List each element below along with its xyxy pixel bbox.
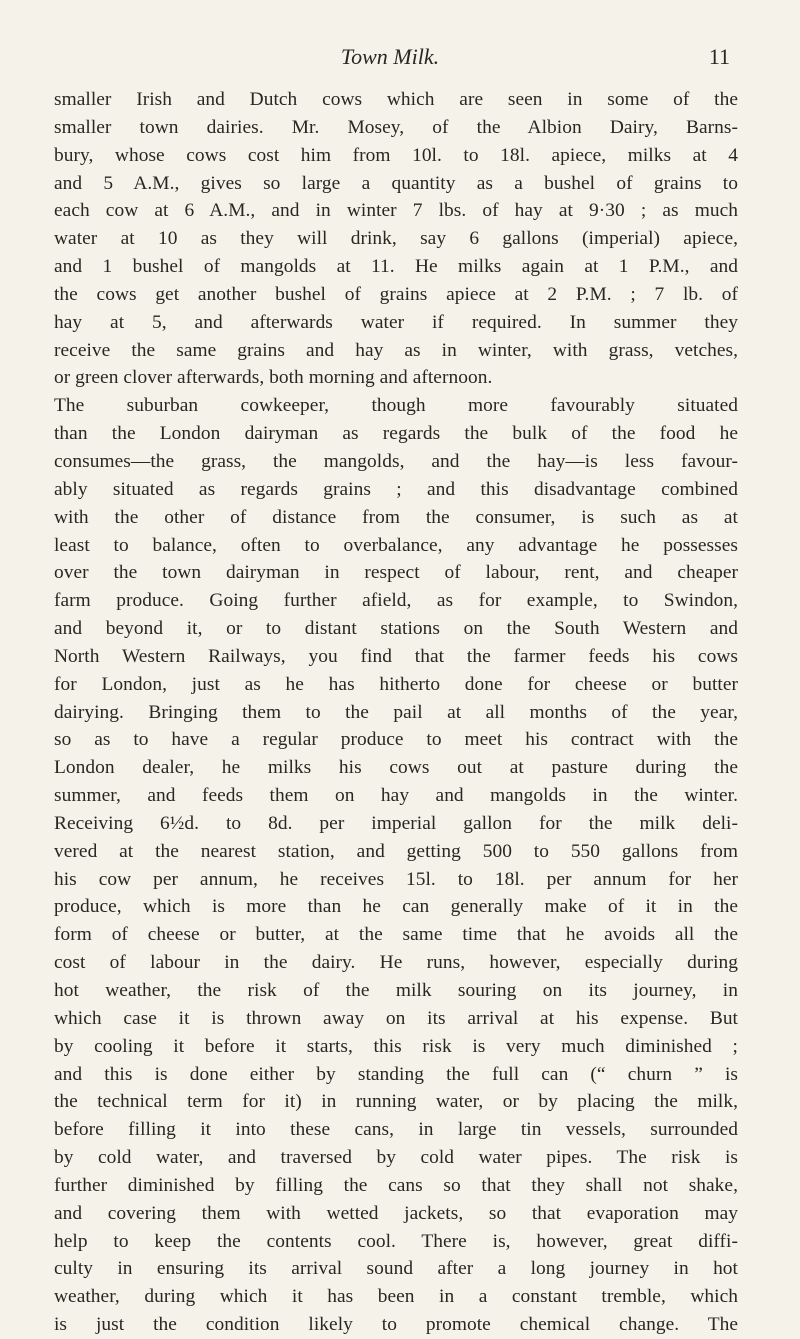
body-text: [54, 86, 738, 1339]
text-line: smaller Irish and Dutch cows which are seen in some of the: [54, 89, 738, 110]
text-line: for London, just as he has hitherto done for cheese or butter: [54, 673, 738, 695]
text-line: which case it is thrown away on its arrival at his expense. But: [54, 1007, 738, 1029]
text-line: hot weather, the risk of the milk souring on its journey, in: [54, 980, 738, 1001]
text-line: the cows get another bushel of grains apiece at 2 P.M. ; 7 lb. of: [54, 283, 738, 305]
text-line: vered at the nearest station, and getting 500 to 550 gallons from: [54, 840, 738, 862]
text-line: each cow at 6 A.M., and in winter 7 lbs. of hay at 9·30 ; as much: [54, 200, 738, 222]
text-line: help to keep the contents cool. There is, however, great diffi-: [54, 1230, 738, 1252]
text-line: The suburban cowkeeper, though more favourably situated: [54, 395, 738, 417]
text-line: consumes—the grass, the mangolds, and the hay—is less favour-: [54, 450, 738, 472]
text-line: and this is done either by standing the full can (“ churn ” is: [54, 1063, 738, 1085]
text-line: or green clover afterwards, both morning and afternoon.: [54, 367, 493, 389]
text-line: culty in ensuring its arrival sound after a long journey in hot: [54, 1258, 738, 1280]
text-line: dairying. Bringing them to the pail at all months of the year,: [54, 701, 738, 723]
text-line: hay at 5, and afterwards water if required. In summer they: [54, 311, 738, 333]
text-line: produce, which is more than he can generally make of it in the: [54, 896, 738, 918]
text-line: further diminished by filling the cans so that they shall not shake,: [54, 1174, 738, 1196]
text-line: is just the condition likely to promote chemical change. The: [54, 1314, 738, 1336]
text-line: by cooling it before it starts, this risk is very much diminished ;: [54, 1035, 738, 1057]
text-line: ably situated as regards grains ; and this disadvantage combined: [54, 478, 738, 500]
text-line: bury, whose cows cost him from 10l. to 18l. apiece, milks at 4: [54, 144, 738, 166]
text-line: weather, during which it has been in a constant tremble, which: [54, 1286, 738, 1308]
text-line: over the town dairyman in respect of labour, rent, and cheaper: [54, 562, 738, 584]
text-line: smaller town dairies. Mr. Mosey, of the Albion Dairy, Barns-: [54, 116, 738, 138]
text-line: the technical term for it) in running water, or by placing the milk,: [54, 1091, 738, 1113]
text-line: his cow per annum, he receives 15l. to 18l. per annum for her: [54, 868, 738, 890]
text-line: and covering them with wetted jackets, so that evaporation may: [54, 1202, 738, 1224]
text-line: by cold water, and traversed by cold water pipes. The risk is: [54, 1147, 738, 1169]
text-line: North Western Railways, you find that the farmer feeds his cows: [54, 645, 738, 667]
text-line: before filling it into these cans, in large tin vessels, surrounded: [54, 1119, 738, 1141]
text-line: so as to have a regular produce to meet his contract with the: [54, 729, 738, 751]
running-head: [50, 44, 730, 74]
text-line: than the London dairyman as regards the bulk of the food he: [54, 423, 738, 445]
text-line: form of cheese or butter, at the same time that he avoids all the: [54, 924, 738, 946]
text-line: and beyond it, or to distant stations on the South Western and: [54, 618, 738, 640]
text-line: with the other of distance from the consumer, is such as at: [54, 506, 738, 528]
text-line: water at 10 as they will drink, say 6 gallons (imperial) apiece,: [54, 228, 738, 250]
text-line: London dealer, he milks his cows out at pasture during the: [54, 757, 738, 779]
text-line: least to balance, often to overbalance, any advantage he possesses: [54, 534, 738, 556]
text-line: summer, and feeds them on hay and mangolds in the winter.: [54, 785, 738, 807]
text-line: and 5 A.M., gives so large a quantity as a bushel of grains to: [54, 172, 738, 194]
page-number: 11: [708, 44, 730, 69]
text-line: farm produce. Going further afield, as for example, to Swindon,: [54, 590, 738, 612]
text-line: cost of labour in the dairy. He runs, however, especially during: [54, 952, 738, 974]
text-line: Receiving 6½d. to 8d. per imperial gallon for the milk deli-: [54, 812, 738, 834]
text-line: and 1 bushel of mangolds at 11. He milks again at 1 P.M., and: [54, 256, 738, 278]
text-line: receive the same grains and hay as in winter, with grass, vetches,: [54, 339, 738, 361]
running-title: Town Milk.: [340, 44, 440, 69]
